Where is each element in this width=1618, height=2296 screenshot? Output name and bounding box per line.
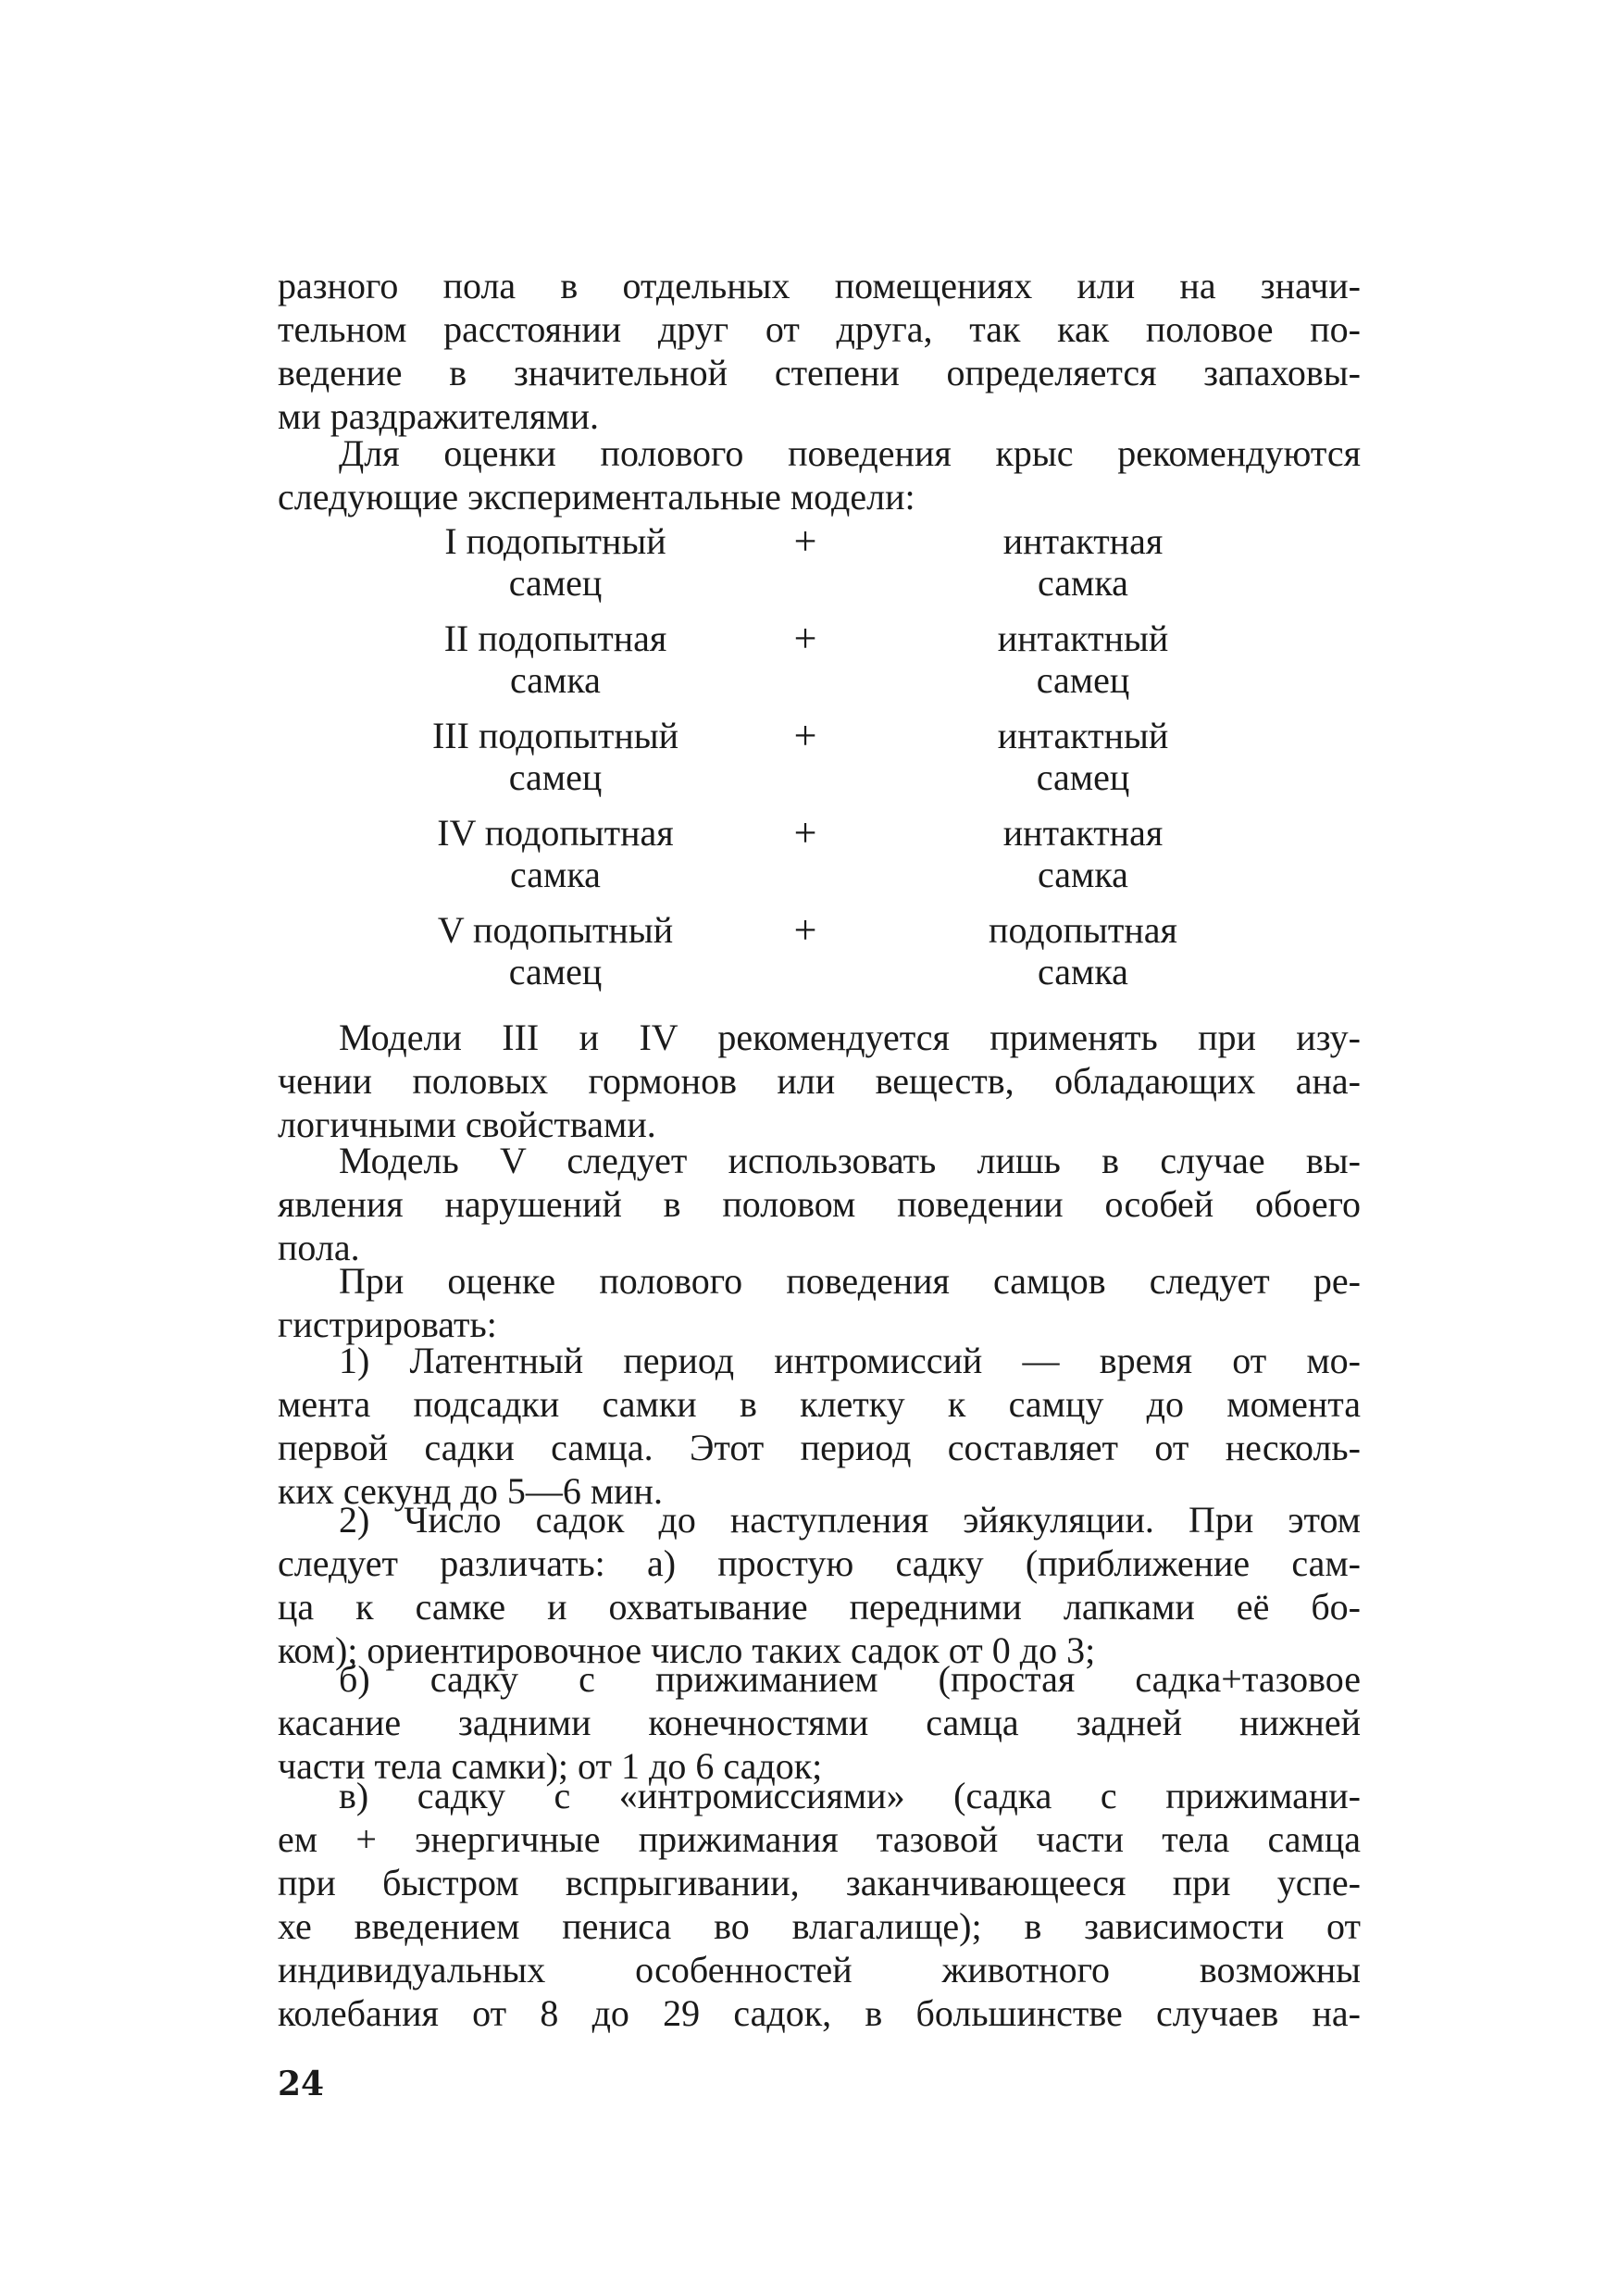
model-partner-line: интактная (1002, 812, 1164, 854)
text-line: При оценке полового поведения самцов следует ре- (339, 1260, 1361, 1302)
text-line: ведение в значительной степени определяется запаховы- (278, 352, 1361, 393)
plus-sign: + (793, 810, 817, 855)
paragraph-2 (278, 431, 1361, 518)
paragraph-1 (278, 264, 1361, 438)
model-partner (944, 618, 1222, 701)
experimental-models-list (389, 520, 1222, 1006)
model-row (389, 812, 1222, 895)
text-line: б) садку с прижиманием (простая садка+тазовое (339, 1658, 1361, 1700)
text-line: 2) Число садок до наступления эйякуляции. При этом (339, 1499, 1361, 1541)
model-subject (389, 715, 722, 798)
text-line: индивидуальных особенностей животного возможны (278, 1949, 1361, 1990)
model-partner-line: интактный (997, 618, 1169, 659)
text-line: первой садки самца. Этот период составляет от несколь- (278, 1427, 1361, 1468)
text-line: части тела самки); от 1 до 6 садок; (278, 1745, 823, 1787)
text-line: чении половых гормонов или веществ, обладающих ана- (278, 1060, 1361, 1102)
text-line: ца к самке и охватывание передними лапками её бо- (278, 1586, 1361, 1628)
text-line: пола. (278, 1227, 360, 1268)
paragraph-9 (278, 1774, 1361, 2035)
model-subject (389, 618, 722, 701)
text-line: ком); ориентировочное число таких садок от 0 до 3; (278, 1629, 1096, 1671)
plus-sign: + (793, 713, 817, 758)
text-line: тельном расстоянии друг от друга, так как половое по- (278, 308, 1361, 350)
model-row (389, 520, 1222, 604)
model-partner-line: самка (1038, 562, 1128, 604)
paragraph-6 (278, 1339, 1361, 1513)
model-partner-line: интактная (1002, 520, 1164, 562)
plus-sign: + (793, 616, 817, 661)
plus-sign: + (793, 907, 817, 953)
model-subject-line: II подопытная (443, 618, 667, 659)
model-partner-line: самка (1038, 854, 1128, 895)
paragraph-4 (278, 1139, 1361, 1269)
text-line: ем + энергичные прижимания тазовой части тела самца (278, 1818, 1361, 1860)
model-partner (944, 812, 1222, 895)
text-line: Модель V следует использовать лишь в случае вы- (339, 1140, 1361, 1181)
text-line: следует различать: а) простую садку (приближение сам- (278, 1542, 1361, 1584)
text-line: 1) Латентный период интромиссий — время от мо- (339, 1340, 1361, 1381)
model-subject-line: IV подопытная (437, 812, 674, 854)
text-line: следующие экспериментальные модели: (278, 476, 915, 518)
text-line: мента подсадки самки в клетку к самцу до момента (278, 1383, 1361, 1425)
model-subject (389, 520, 722, 604)
text-line: гистрировать: (278, 1304, 497, 1345)
text-line: ких секунд до 5—6 мин. (278, 1470, 663, 1512)
model-subject-line: самец (508, 756, 603, 798)
model-partner (944, 520, 1222, 604)
model-partner-line: самец (1036, 756, 1130, 798)
model-partner (944, 715, 1222, 798)
model-subject-line: самец (508, 951, 603, 992)
model-subject-line: III подопытный (431, 715, 678, 756)
model-subject-line: V подопытный (437, 909, 674, 951)
paragraph-5 (278, 1259, 1361, 1346)
model-partner-line: интактный (997, 715, 1169, 756)
text-line: касание задними конечностями самца задней нижней (278, 1702, 1361, 1743)
model-row (389, 715, 1222, 798)
model-row (389, 909, 1222, 992)
text-line: колебания от 8 до 29 садок, в большинстве случаев на- (278, 1992, 1361, 2034)
text-line: Для оценки полового поведения крыс рекомендуются (339, 432, 1361, 474)
model-subject-line: самец (508, 562, 603, 604)
text-line: в) садку с «интромиссиями» (садка с прижимани- (339, 1775, 1361, 1816)
text-line: ми раздражителями. (278, 395, 600, 437)
paragraph-3 (278, 1016, 1361, 1146)
model-partner (944, 909, 1222, 992)
text-line: логичными свойствами. (278, 1104, 656, 1145)
model-partner-line: подопытная (989, 909, 1177, 951)
model-subject (389, 812, 722, 895)
text-line: явления нарушений в половом поведении особей обоего (278, 1183, 1361, 1225)
paragraph-7 (278, 1498, 1361, 1672)
page-number: 24 (278, 2065, 325, 2103)
model-subject (389, 909, 722, 992)
model-row (389, 618, 1222, 701)
text-line: при быстром вспрыгивании, заканчивающееся при успе- (278, 1862, 1361, 1903)
plus-sign: + (793, 518, 817, 564)
text-line: разного пола в отдельных помещениях или на значи- (278, 265, 1361, 306)
paragraph-8 (278, 1657, 1361, 1788)
text-line: хе введением пениса во влагалище); в зависимости от (278, 1905, 1361, 1947)
model-subject-line: I подопытный (444, 520, 666, 562)
model-subject-line: самка (510, 659, 601, 701)
model-partner-line: самец (1036, 659, 1130, 701)
model-subject-line: самка (510, 854, 601, 895)
text-line: Модели III и IV рекомендуется применять при изу- (339, 1017, 1361, 1058)
model-partner-line: самка (1038, 951, 1128, 992)
